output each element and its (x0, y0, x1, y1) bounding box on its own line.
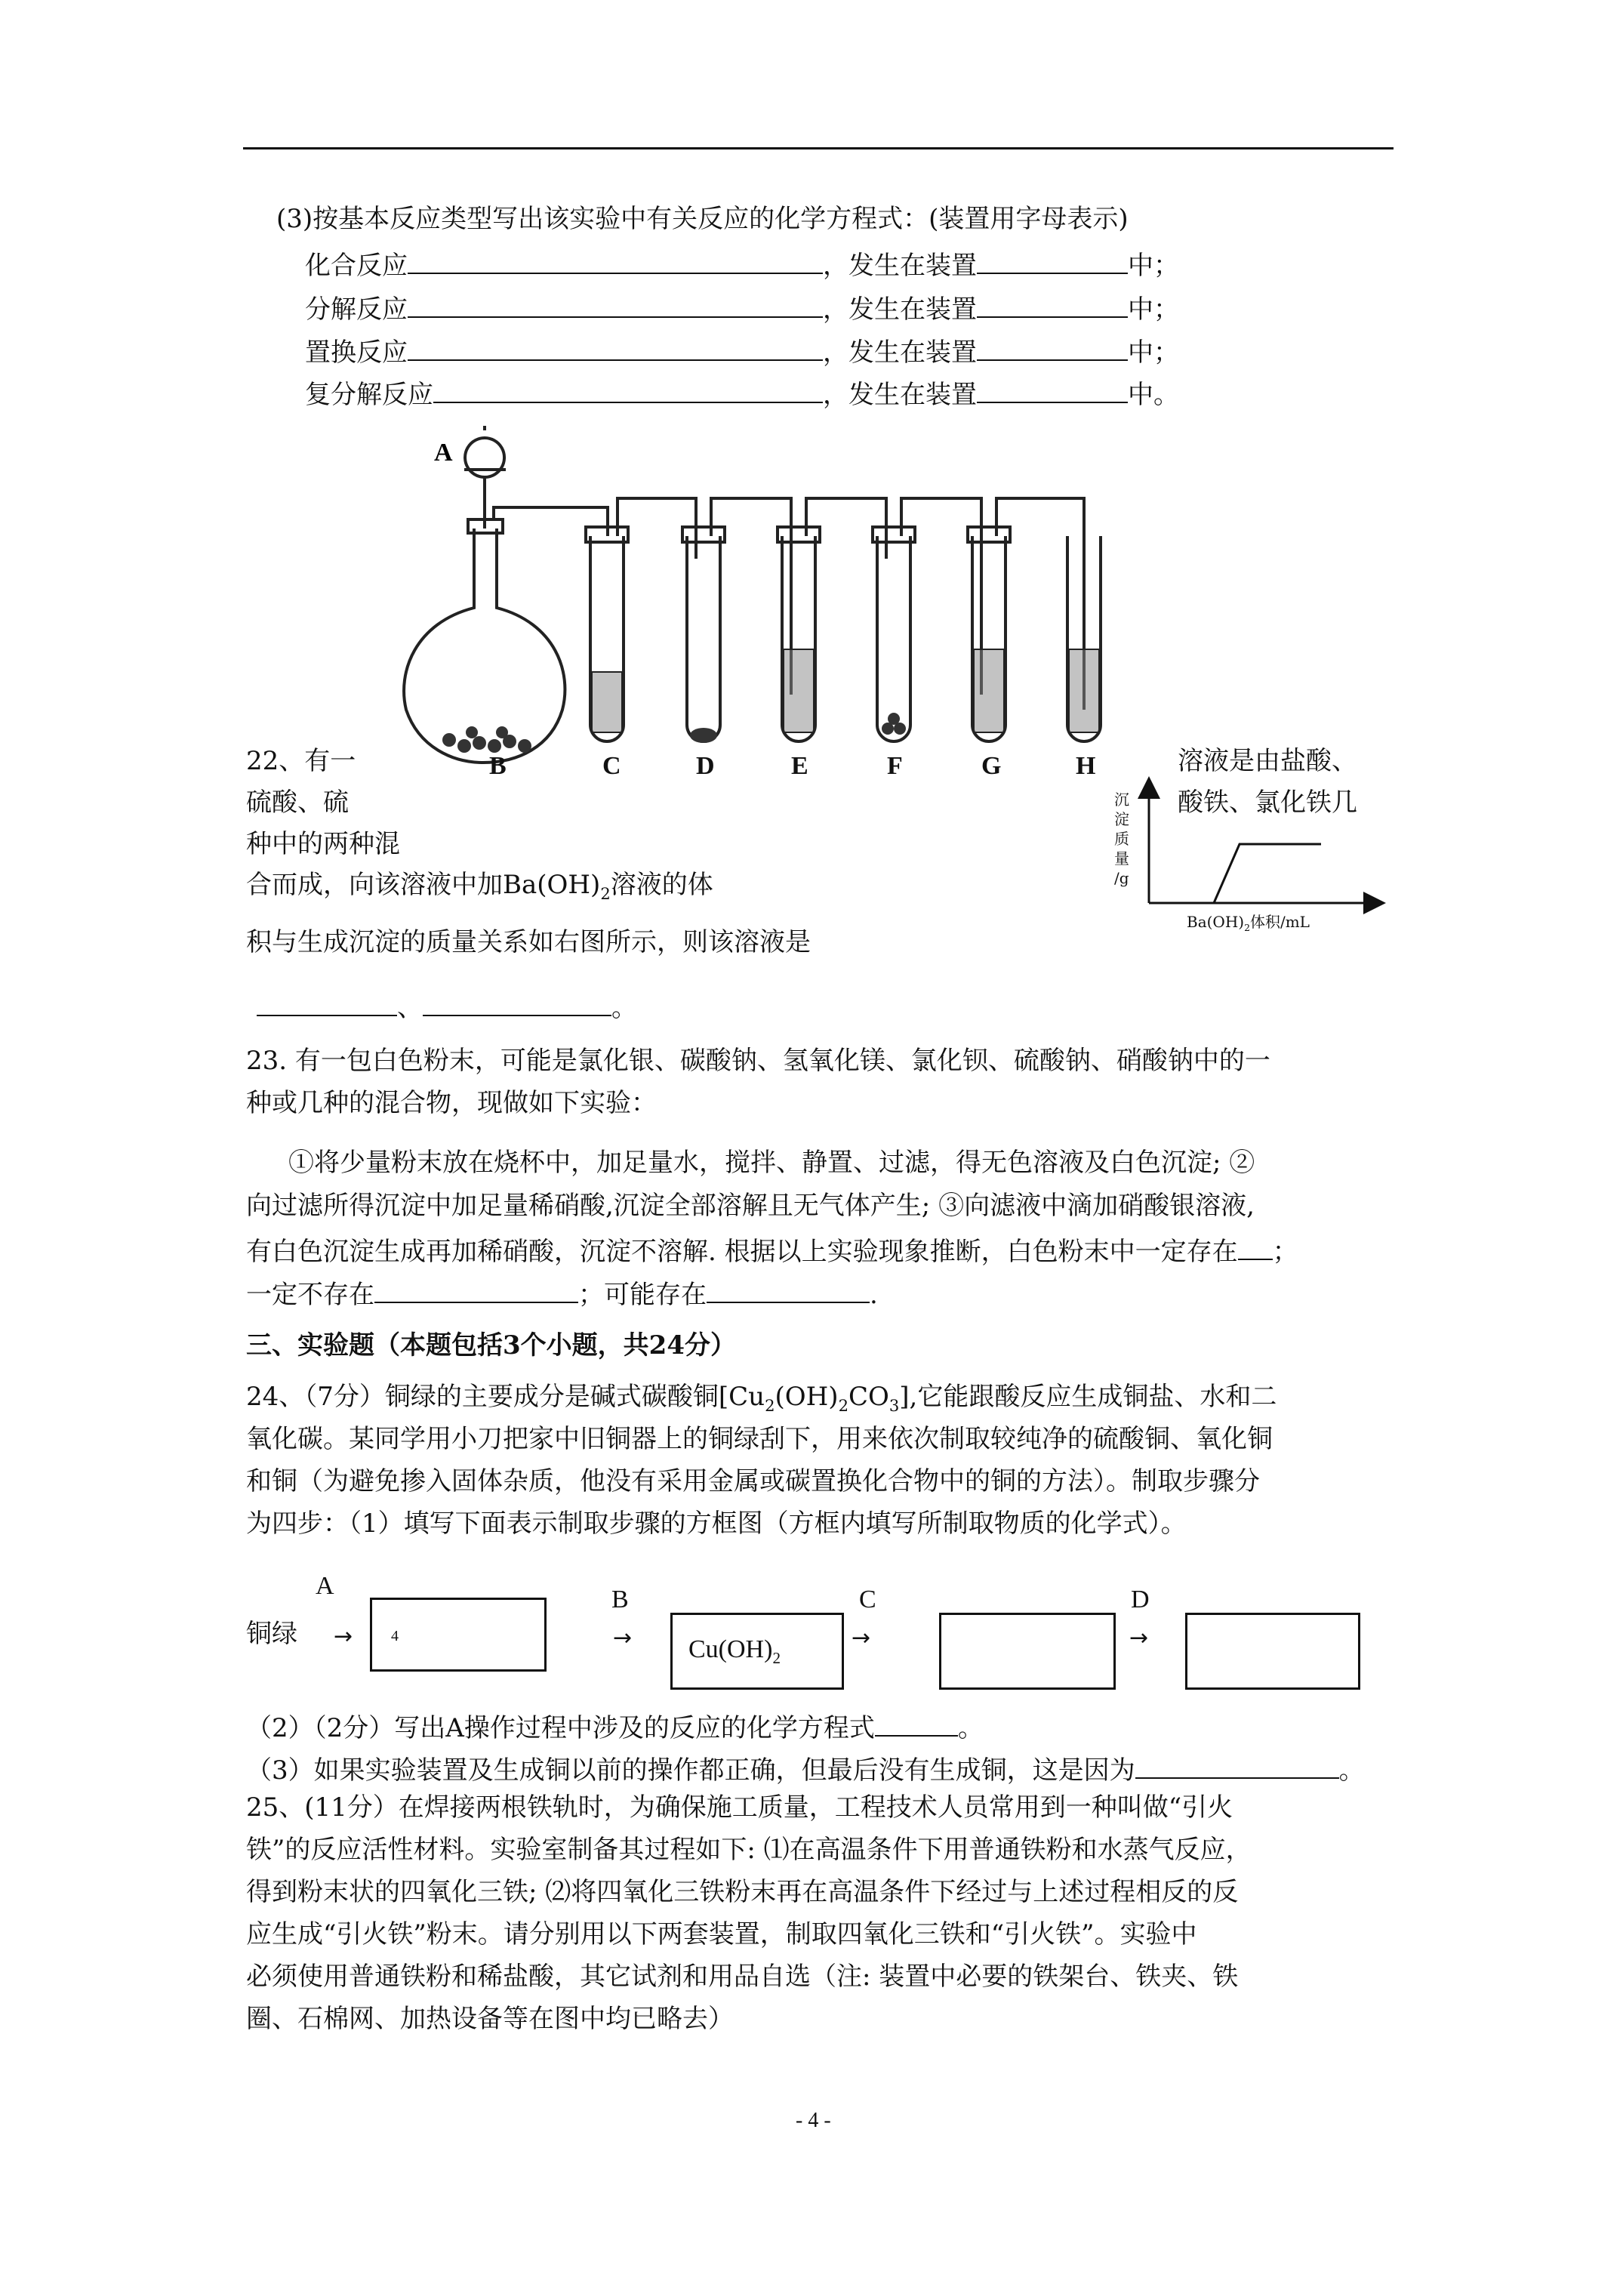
test-tube-f (877, 536, 910, 741)
flow-box-4[interactable] (1185, 1613, 1360, 1690)
q24-part2: （2）（2分）写出A操作过程中涉及的反应的化学方程式 。 (246, 1709, 984, 1744)
reaction-type: 分解反应 (305, 294, 408, 325)
step-letter-b: B (611, 1586, 629, 1613)
answer-blank-equation[interactable] (408, 334, 823, 361)
answer-blank-equation[interactable] (408, 247, 823, 274)
q24-line3: 和铜（为避免掺入固体杂质，他没有采用金属或碳置换化合物中的铜的方法）。制取步骤分 (246, 1466, 1260, 1496)
page-number: - 4 - (796, 2109, 831, 2132)
q24-part3: （3）如果实验装置及生成铜以前的操作都正确，但最后没有生成铜，这是因为 。 (246, 1752, 1365, 1786)
flow-box-3[interactable] (939, 1613, 1116, 1690)
reaction-type: 化合反应 (305, 251, 408, 281)
label-b: B (489, 752, 507, 780)
q25-line4: 应生成“引火铁”粉末。请分别用以下两套装置，制取四氧化三铁和“引火铁”。实验中 (246, 1919, 1197, 1949)
answer-blank-equation-a[interactable] (875, 1709, 958, 1737)
arrow-icon: → (613, 1625, 633, 1651)
q23-line4: 向过滤所得沉淀中加足量稀硝酸,沉淀全部溶解且无气体产生; ③向滤液中滴加硝酸银溶液, (246, 1191, 1255, 1221)
label-f: F (887, 752, 903, 780)
step-letter-d: D (1131, 1586, 1150, 1613)
precipitate-curve (1149, 844, 1321, 903)
q25-line1: 25、(11分）在焊接两根铁轨时，为确保施工质量，工程技术人员常用到一种叫做“引火 (246, 1792, 1233, 1823)
q22-answer: 、 。 (257, 989, 637, 1024)
reaction-row-double-displacement: 复分解反应 ，发生在装置 中。 (305, 376, 1179, 411)
label-a: A (434, 439, 453, 467)
arrow-icon: → (1129, 1625, 1149, 1651)
apparatus-diagram (393, 423, 1155, 800)
flow-box-1-text: 4 (391, 1628, 399, 1644)
flow-box-2-text: $Cu(OH)_2$ (688, 1635, 781, 1667)
q23-line2: 种或几种的混合物，现做如下实验： (246, 1088, 657, 1118)
header-rule (243, 147, 1394, 149)
graph-xlabel: $Ba(OH)_2$体积/mL (1187, 913, 1310, 933)
q23-line5: 有白色沉淀生成再加稀硝酸，沉淀不溶解. 根据以上实验现象推断，白色粉末中一定存在 ； (246, 1233, 1298, 1268)
answer-blank-exists[interactable] (1238, 1233, 1273, 1260)
answer-blank-1[interactable] (257, 989, 397, 1016)
arrow-icon: → (852, 1625, 871, 1651)
answer-blank-equation[interactable] (433, 376, 823, 403)
answer-blank-reason[interactable] (1135, 1752, 1339, 1779)
reaction-type: 置换反应 (305, 337, 408, 368)
label-d: D (696, 752, 715, 780)
reaction-type: 复分解反应 (305, 380, 433, 410)
q25-line2: 铁”的反应活性材料。实验室制备其过程如下: ⑴在高温条件下用普通铁粉和水蒸气反应， (246, 1835, 1252, 1865)
answer-blank-equation[interactable] (408, 291, 823, 318)
q23-line6: 一定不存在 ；可能存在 . (246, 1276, 878, 1311)
q22-line1-right: 溶液是由盐酸、 (1178, 746, 1357, 776)
answer-blank-may-exist[interactable] (707, 1276, 870, 1303)
q23-line1: 23. 有一包白色粉末，可能是氯化银、碳酸钠、氢氧化镁、氯化钡、硫酸钠、硝酸钠中的一 (246, 1046, 1270, 1076)
q21-3-intro: (3)按基本反应类型写出该实验中有关反应的化学方程式：(装置用字母表示) (276, 204, 1129, 234)
separatory-funnel (465, 438, 504, 477)
label-c: C (602, 752, 621, 780)
label-h: H (1076, 752, 1096, 780)
q25-line6: 圈、石棉网、加热设备等在图中均已略去） (246, 2004, 734, 2034)
q23-line3: ①将少量粉末放在烧杯中，加足量水，搅拌、静置、过滤，得无色溶液及白色沉淀; ② (288, 1148, 1255, 1178)
section-3-title: 三、实验题（本题包括3个小题，共24分） (246, 1330, 736, 1361)
answer-blank-2[interactable] (423, 989, 611, 1016)
step-letter-a: A (316, 1572, 334, 1600)
answer-blank-apparatus[interactable] (977, 247, 1128, 274)
step-letter-c: C (859, 1586, 876, 1613)
test-tube-d (687, 536, 720, 741)
q24-line2: 氧化碳。某同学用小刀把家中旧铜器上的铜绿刮下，用来依次制取较纯净的硫酸铜、氧化铜 (246, 1424, 1273, 1454)
flow-start: 铜绿 (246, 1619, 297, 1649)
q22-line1-left: 22、有一 (246, 746, 356, 776)
label-e: E (791, 752, 808, 780)
answer-blank-apparatus[interactable] (977, 376, 1128, 403)
graph-ylabel: 沉 淀 质 量 /g (1114, 791, 1129, 887)
q22-line2-left: 硫酸、硫 (246, 787, 349, 818)
q22-line3: 种中的两种混 (246, 829, 400, 859)
q25-line3: 得到粉末状的四氧化三铁; ⑵将四氧化三铁粉末再在高温条件下经过与上述过程相反的反 (246, 1877, 1239, 1907)
q22-line5: 积与生成沉淀的质量关系如右图所示，则该溶液是 (246, 927, 811, 957)
q22-line2-right: 酸铁、氯化铁几 (1178, 787, 1357, 818)
reaction-row-displacement: 置换反应 ，发生在装置 中； (305, 334, 1179, 368)
q24-line1: 24、（7分）铜绿的主要成分是碱式碳酸铜$[Cu_2(OH)_2CO_3]$,它能跟酸反应生成铜盐、水和二 (246, 1382, 1277, 1415)
reaction-row-decomposition: 分解反应 ，发生在装置 中； (305, 291, 1179, 325)
round-bottom-flask (404, 529, 565, 763)
reaction-row-combination: 化合反应 ，发生在装置 中； (305, 247, 1179, 282)
q22-line4: 合而成，向该溶液中加$Ba(OH)_2$溶液的体 (246, 870, 713, 903)
q25-line5: 必须使用普通铁粉和稀盐酸，其它试剂和用品自选（注: 装置中必要的铁架台、铁夹、铁 (246, 1962, 1239, 1992)
answer-blank-not-exists[interactable] (374, 1276, 578, 1303)
arrow-icon: → (334, 1623, 353, 1650)
answer-blank-apparatus[interactable] (977, 334, 1128, 361)
label-g: G (981, 752, 1002, 780)
q24-line4: 为四步：（1）填写下面表示制取步骤的方框图（方框内填写所制取物质的化学式）。 (246, 1509, 1187, 1539)
answer-blank-apparatus[interactable] (977, 291, 1128, 318)
